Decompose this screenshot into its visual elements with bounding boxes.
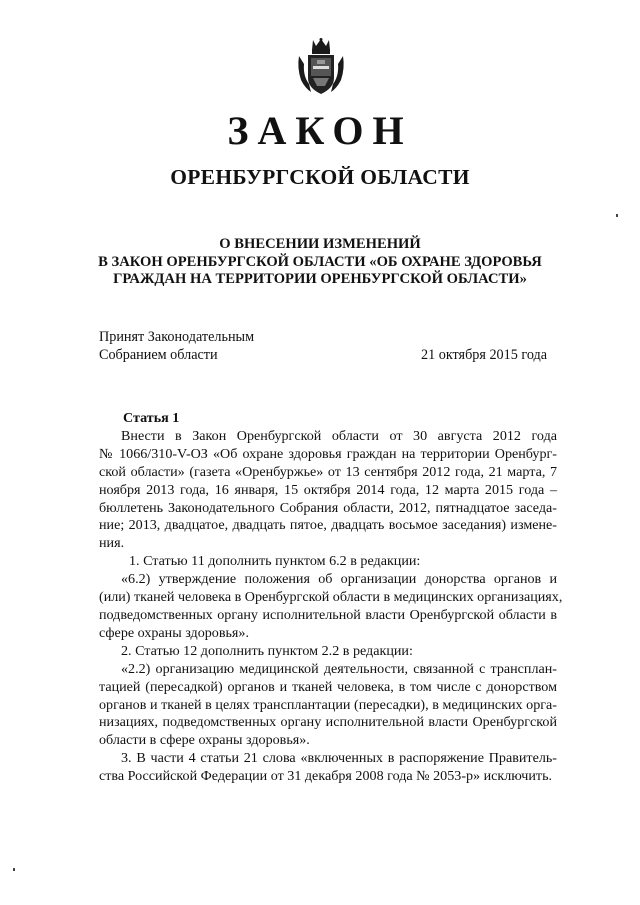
- law-heading: [60, 236, 580, 289]
- text-line: низациях, подведомственных органу исполнительной власти Оренбургской: [99, 714, 557, 731]
- item-2-text: [99, 661, 557, 751]
- text-line: бюллетень Законодательного Собрания области, 2012, пятнадцатое заседа-: [99, 499, 557, 516]
- adoption-line: Принят Законодательным: [99, 329, 255, 345]
- heading-line: О ВНЕСЕНИИ ИЗМЕНЕНИЙ: [219, 236, 421, 252]
- scan-speck: [13, 868, 15, 871]
- text-line: подведомственных органу исполнительной власти Оренбургской области в: [99, 606, 557, 623]
- item-1-text: [99, 571, 563, 643]
- text-line: сфере охраны здоровья».: [99, 624, 249, 641]
- text-line: № 1066/310-V-ОЗ «Об охране здоровья граждан на территории Оренбург-: [99, 445, 557, 462]
- adoption-line: Собранием области: [99, 347, 218, 363]
- text-line: «6.2) утверждение положения об организации донорства органов и: [121, 571, 557, 588]
- text-line: «2.2) организацию медицинской деятельности, связанной с трансплан-: [121, 660, 557, 677]
- article-paragraph: [99, 428, 557, 553]
- scan-speck: [616, 214, 618, 217]
- text-line: ния.: [99, 535, 125, 552]
- text-line: Внести в Закон Оренбургской области от 30 августа 2012 года: [121, 427, 557, 444]
- heading-line: ГРАЖДАН НА ТЕРРИТОРИИ ОРЕНБУРГСКОЙ ОБЛАСТИ»: [113, 271, 527, 287]
- text-line: 3. В части 4 статьи 21 слова «включенных в распоряжение Правитель-: [121, 750, 557, 767]
- text-line: ние; 2013, двадцатое, двадцать пятое, двадцать восьмое заседания) измене-: [99, 517, 557, 534]
- document-title: ЗАКОН: [227, 108, 413, 153]
- law-body: [99, 410, 563, 786]
- text-line: ноября 2013 года, 16 января, 15 октября 2014 года, 12 марта 2015 года –: [99, 481, 557, 498]
- heading-line: В ЗАКОН ОРЕНБУРГСКОЙ ОБЛАСТИ «ОБ ОХРАНЕ ЗДОРОВЬЯ: [98, 253, 542, 270]
- coat-of-arms-icon: [295, 38, 347, 96]
- item-3-text: [99, 750, 557, 786]
- item-1-intro: 1. Статью 11 дополнить пунктом 6.2 в редакции:: [129, 553, 421, 570]
- adoption-note: [99, 328, 254, 364]
- item-2-intro: 2. Статью 12 дополнить пунктом 2.2 в редакции:: [121, 642, 413, 659]
- text-line: области в сфере охраны здоровья».: [99, 732, 310, 749]
- text-line: ской области» (газета «Оренбуржье» от 13 сентября 2012 года, 21 марта, 7: [99, 463, 557, 480]
- text-line: ства Российской Федерации от 31 декабря 2008 года № 2053-р» исключить.: [99, 768, 553, 785]
- text-line: (или) тканей человека в Оренбургской области в медицинских организациях,: [99, 589, 563, 606]
- article-title: Статья 1: [123, 410, 180, 426]
- text-line: тацией (пересадкой) органов и тканей человека, в том числе с донорством: [99, 678, 557, 695]
- document-subtitle: ОРЕНБУРГСКОЙ ОБЛАСТИ: [170, 165, 470, 189]
- adoption-date: 21 октября 2015 года: [421, 347, 548, 363]
- text-line: органов и тканей в целях трансплантации (пересадки), в медицинских орга-: [99, 696, 557, 713]
